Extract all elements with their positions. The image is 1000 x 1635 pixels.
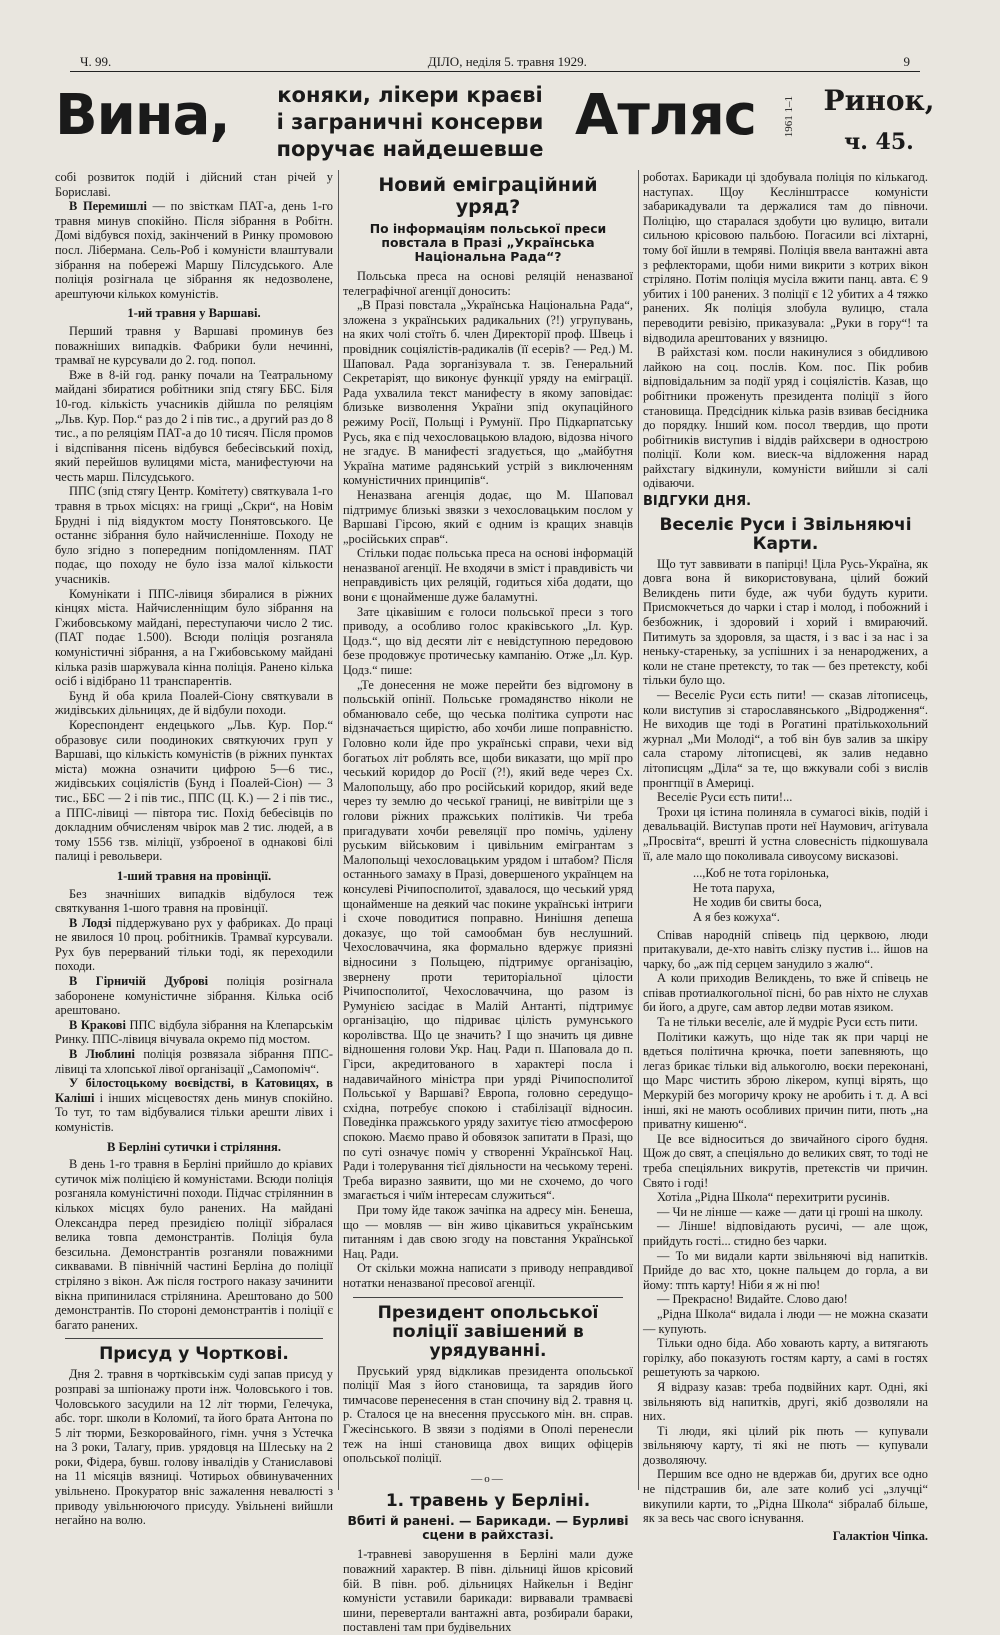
- article-paragraph: ППС (зпід стягу Центр. Комітету) святкувала 1-го травня в трьох місцях: на грищі „Скри“, на Новім Бруднi і під віядуктом мосту Понятовського. Це останнє зібрання було найчисленніше. Походу не було згідно з попередним попідомленням. ПАТ подає, що походу не було ізза малої кількости учасників.: [55, 484, 333, 587]
- article-title: Президент опольської поліції завішений в урядуванні.: [377, 1302, 599, 1361]
- subheading: В Берліні сутички і стріляння.: [107, 1139, 281, 1154]
- article-paragraph: „Рідна Школа“ видала і люди — не можна сказати — купують.: [643, 1306, 928, 1336]
- ad-address: [819, 84, 939, 155]
- poem-line: Не ходив би свиты боса,: [693, 895, 822, 910]
- article-paragraph: Пруський уряд відкликав президента опольської поліції Мая з його становища, та зарядив його тимчасове перенесення в стан спочину від 2. травня ц. р. Сталося це на внесення прусського мін. вн. справ. Гжесінського. В звязи з подіями в Ополі перенесли теж на інші становища двох вищих офіцерів опольської поліції.: [343, 1363, 633, 1466]
- article-paragraph: Польська преса на основі реляцій неназваної телеграфічної агенції доносить:: [343, 269, 633, 298]
- subheading: 1-ий травня у Варшаві.: [127, 306, 261, 321]
- article-paragraph: Я відразу казав: треба подвійних карт. Одні, які звільняють від напитків, другі, якіб дозволяли на них.: [643, 1379, 928, 1424]
- article-paragraph: Стільки подає польська преса на основі інформацій неназваної агенції. Не входячи в зміст і правдивість чи неправдивість цих реляцій, годиться хіба додати, що вони є щонайменше дуже баламутні.: [343, 546, 633, 605]
- article-paragraph: В райхстазі ком. посли накинулися з обидливою лайкою на соц. послів. Ком. пос. Пік робив відповідальним за події уряд і соціялістів. Казав, що робітники проженуть президента поліції з його становища. Предсідник кілька разів взивав бесідника до порядку. Інший ком. посол твердив, що проти робітників виступив і віддів райхсвери в однострою поліції. Коли ком. виеск-ча відложення нарад райхстагу відкинули, комуністи вийшли зі салі одіваючи.: [643, 345, 928, 491]
- article-paragraph: В день 1-го травня в Берліні прийшло до кріавих сутичок між поліцією й комуністами. Всюди поліція розганяла комуністичні походи. Підчас стріляннин в кількох місцях було ранених. На майдані Олександра перед президією поліції зібралася велика товпа демонстрантів. Поліція була безсильна. Демонстрантів розганяли поважними сиквавами. В північній частині Берліна до поліції стріляно з вікон. Аж після гострого наказу зачинити вікна припинилася стрілянина. Арештовано до 500 демонстрантів. По стороні демонстрантів і поліції є багато ранених.: [55, 1157, 333, 1332]
- article-title: Новий еміграційний уряд?: [378, 174, 598, 218]
- article-paragraph: [55, 1047, 333, 1076]
- ad-line: поручає найдешевше: [276, 137, 544, 161]
- article-paragraph: — Веселіє Руси єсть пити! — сказав літописець, коли виступив зі старославянського „Відродження“. Не виходив ще тоді в Рогатині пратількохольний журнал „Ми Молоді“, а тоб він був залив за шкіру сала старому літописцеві, як залив недавно літописцям „Діла“ за те, що вжкували собі з вислів пронгпції в Америці.: [643, 688, 928, 790]
- article-paragraph: [55, 1018, 333, 1047]
- poem-line: ...,Коб не тота горілонька,: [693, 866, 830, 881]
- paragraph-text: поліція розігнала заборонене комуністичне зібрання. Кілька осіб арештовано.: [55, 974, 333, 1018]
- article-paragraph: — Лінше! відповідають русичі, — але щож, прийдуть гості... стидно без чарки.: [643, 1219, 928, 1248]
- section-label: ВІДГУКИ ДНЯ.: [643, 494, 752, 510]
- paragraph-text: ППС відбула зібрання на Клепарськім Ринку. ППС-лівиця вічувала окремо під мостом.: [55, 1017, 333, 1047]
- poem-line: Не тота паруха,: [693, 880, 775, 895]
- column-middle: [343, 170, 633, 1635]
- article-paragraph: [55, 1076, 333, 1134]
- article-paragraph: Без значніших випадків відбулося теж святкування 1-шого травня на провінції.: [55, 886, 333, 916]
- article-paragraph: Що тут заввивати в папірці! Ціла Русь-Україна, як довга вона й використовувана, цілий божий Великдень пити буде, аж чуби будуть курити. Присмокчеться до чарки і стар і молод, і побожний і безбожник, і здоровий і хорий і вмираючий. Питимуть за здоровля, за щастя, і з вас і за нас і за неньку-стареньку, за успішних і за ненароджених, а коли не стане претексту, то так — без претексту, кобі тільки було що.: [643, 556, 928, 688]
- header-rule: [70, 71, 920, 72]
- article-paragraph: 1-травневі заворушення в Берліні мали дуже поважний характер. В півн. дільниці йшов крісовий бій. В півн. роб. дільницях Найкельн і Ведінг комуністи уставили барикади: вирвавали трамваєві шини, перевертали вантажні авта, розбирали бараки, поставлені там при будівельних: [343, 1547, 633, 1635]
- article-paragraph: Та не тільки веселіє, але й мудріє Руси єсть пити.: [657, 1015, 918, 1030]
- article-paragraph: собі розвиток подій і дійсний стан річей у Бориславі.: [55, 170, 333, 199]
- advertisement-banner: [55, 78, 940, 170]
- ad-phone: 1961 1–1: [783, 96, 795, 138]
- paragraph-text: поліція розвязала зібрання ППС-лівиці та хлопської лівої організації „Самопоміч“.: [55, 1047, 333, 1076]
- article-paragraph: — То ми видали карти звільняючі від напитків. Прийде до вас хто, цокне пальцем до горла, а ви йому: тпть карту! Ніби я ж ні пю!: [643, 1248, 928, 1292]
- article-paragraph: Комунікати і ППС-лівиця збиралися в ріжних кінцях міста. Найчисленніщим було зібрання на Гжибовському майдані, переступаючи число 2 тис. (ПАТ подає 1.500). Всюди поліція розганяла комуністичні зібрання, а на Гжибовському майдані кілька разів шаржувала кінна поліція. Ранено кілька осіб і відібрано 11 транспарентів.: [55, 586, 333, 689]
- ad-brand-wines: Вина,: [55, 83, 230, 148]
- article-paragraph: [55, 974, 333, 1018]
- article-paragraph: роботах. Барикади ці здобувала поліція по кількагод. наступах. Щоу Кеслінштрассе комуністи забарикадували та держалися там до півночи. Поліцію, що старалася здобути цю вулицю, витали сильною крісовою пальбою. Погасили всі ліхтарні, тому бої йшли в темряві. Поліція ввела вантажні авта з рефлекторами, щоби ними викрити з котрих вікон стріляно. Потім поліція мусіла вжити панц. авта. Є 9 убитих і 100 ранених. З поліції є 12 убитих а 4 тяжко ранених. Як поліція злобула вулицю, стала переводити ревізію, приказувала: „Руки в гору“! та відводила арештованих у вязницю.: [643, 170, 928, 345]
- article-paragraph: Перший травня у Варшаві проминув без поважніших випадків. Фабрики були нечинні, трамваї не курсували до 2. год. попол.: [55, 323, 333, 368]
- place-name: В Люблині: [69, 1047, 135, 1062]
- page-number: 9: [903, 54, 910, 69]
- poem-quote: [693, 866, 928, 924]
- article-paragraph: Тільки одно біда. Або ховають карту, а витягають горілку, або показують гостям карту, а самі в гостях решетують за чаркою.: [643, 1336, 928, 1380]
- column-left: [55, 170, 333, 1528]
- article-paragraph: Бунд й оба крила Поалей-Сіону святкували в жидівських дільницях, де й відбули походи.: [55, 688, 333, 718]
- article-paragraph: [55, 916, 333, 974]
- masthead-date: ДІЛО, неділя 5. травня 1929.: [427, 54, 587, 69]
- article-title: Веселіє Руси і Звільняючі Карти.: [659, 514, 912, 554]
- article-separator: [65, 1338, 323, 1339]
- article-paragraph: — Прекрасно! Видайте. Слово даю!: [657, 1292, 848, 1307]
- article-paragraph: Дня 2. травня в чортківськім суді запав присуд у розправі за шпіонажу проти інж. Чоловського і тов. Чоловського засудили на 12 літ тюрми, Гелечука, абс. торг. школи в Коломиї, та його брата Антона по 5 літ тюрми, Безкоровайного, гімн. учня з Устечка на 3 роки, Талагу, прив. урядовця на Шлеську на 2 роки, Фідера, бувш. голову інвалідів у Станиславові на 11 місяців вязниці. Чотирьох обвинуваченних увільнено. Прокуратор вніс зажалення невалюсті з приводу увільнюючого присуду. Увільнені вийшли негайно на волю.: [55, 1367, 333, 1528]
- article-quote: „Те донесення не може перейти без відгомону в польській опінії. Польське громадянство ніколи не обманювало себе, що чеська політика супроти нас відзначається щирістю, або хочби лише поправністю. Головно коли йде про українські справи, чехи від богатьох літ роблять все, щоби виказати, що мрії про чеський коридор до Росії (?!), який веде через Сх. Малопольщу, або про російський коридор, який веде через ту землю до чеської границі, не вивітріли ще з голови ріжних пражських політиків. Чи треба пригадувати хочби ревеляції про помічь, уділену руським військовим і цивільним емігрантам з Малопольщі чехословацьким урядом і штабом? Після останнього замаху в Празі, довершеного українцем на консулеві Річипосполитої, здавалося, що чеський уряд щонайменше на деякий час покине українські інтриги і схоче поводитися поправно. Нинішня депеша доказує, що той самообман був неслушний. Чехословаччина, яка формально вдержує приязні відносини з Польщею, підтримує організацію, звернену проти територіальної цілости Річипосполитої, Чехословаччина, що разом із Румунією засідає в Малій Антанті, підтримує організацію, що підриває цілість румунського королівства. Що це значить? І що значить ця дивне відношення голови Укр. Нац. Ради п. Шаповала до п. Гірси, акредитованого в характері посла і надавичайного міністра при уряді Річипосполитої Польської у Варшаві? Европа, головно середущо-східна, потребує спокою і стабілізації відносин. Поведінка пражського уряду захитує тією атмосферою спокою. Маємо право й обовязок запитати в Празі, що по суті означує поміч у створенні Української Нац. Ради і толерування тієї діяльности на чеському терені. Треба виразно заявити, що ми не схочемо, до чого змагається і чиїм інтересам служиться“.: [343, 677, 633, 1203]
- article-paragraph: От скільки можна написати з приводу неправдивої нотатки неназваної пресової агенції.: [343, 1261, 633, 1290]
- place-name: У білостоцькому воєвідстві, в Катовицях, в Каліші: [55, 1076, 333, 1105]
- article-paragraph: [55, 199, 333, 301]
- issue-number: Ч. 99.: [80, 54, 112, 69]
- ad-line: і заграничні консерви: [276, 110, 544, 134]
- article-quote: „В Празі повстала „Українська Національна Рада“, зложена з українських радикальних (?!) угрупувань, на яких чолі стоїть б. член Директорії проф. Швець і провідник соціялістів-радикалів (її есерів? — Ред.) М. Шаповал. Рада зорганізувала т. зв. Генеральний Секретаріят, що виконує функції уряду на еміграції. Рада ухвалила текст манифесту в якому заповідає: близьке визволення України зпід окупаційного режиму Росії, Польщі і Румунії. Про Підкарпатську Русь, яка є під чехословацькою владою, відозва нічого не згадує. В манифесті згадується, що „майбутня Україна матиме радянський устрій з виключенням комуністичних принципів“.: [343, 298, 633, 488]
- author-signature: Галактіон Чіпка.: [832, 1528, 928, 1543]
- article-paragraph: Веселіє Руси єсть пити!...: [657, 790, 793, 805]
- column-rule: [338, 170, 339, 1490]
- article-paragraph: Вже в 8-ій год. ранку почали на Театральному майдані збиратися робітники зпід стягу ББС. Біля 10-год. кількість учасників дійшла по реляціям „Льв. Кур. Пор.“ раз до 2 і пів тис., а другий раз до 8 тис., а по реляціям ПАТ-а до 10 тисяч. Після промов і відспівання пісень відбувся бебесівський похід, який перейшов вулицями міста, манифестуючи на честь марш. Пілсудського.: [55, 367, 333, 484]
- article-paragraph: Це все відноситься до звичайного сірого будня. Щож до свят, а спеціяльно до великих свят, то тоді не треба спеціяльних викрутів, претекстів чи причин. Свято і годі!: [643, 1131, 928, 1190]
- running-header: [80, 54, 910, 70]
- column-right: [643, 170, 928, 1543]
- place-name: В Гірничій Дуброві: [69, 974, 209, 989]
- article-paragraph: Неназвана агенція додає, що М. Шаповал підтримує близькі звязки з чехословацьким послом у Варшаві Гірсою, який є одним із кращих знавців „російських справ“.: [343, 487, 633, 546]
- paragraph-text: і інших місцевостях день минув спокійно. То тут, то там відбувалися тільки арешти лівих і комуністів.: [55, 1090, 333, 1134]
- ornament-divider: —о—: [471, 1472, 505, 1485]
- paragraph-text: — по звісткам ПАТ-а, день 1-го травня минув спокійно. Після зібрання в Робітн. Домі відбувся похід, закінчений в Ринку промовою посл. Лібермана. Сель-Роб і комуністи влаштували зібрання на побережі Маршу Пілсудського. Але поліція розігнала це зібрання як недозволене, арештуючи кількох комуністів.: [55, 199, 333, 301]
- article-deck: По інформаціям польської преси повстала в Празі „Українська Національна Рада“?: [369, 221, 607, 264]
- ad-line: коняки, лікери краєві: [277, 83, 543, 107]
- article-paragraph: Зате цікавішим є голоси польської преси з того приводу, а особливо голос краківського „Іл. Кур. Цодз.“, що від десяти літ є невідступною передовою безе продовжує протичеську кампанію. Отже „Іл. Кур. Цодз.“ пише:: [343, 604, 633, 678]
- article-paragraph: А коли приходив Великдень, то вже й співець не співав протиалкогольної пісні, бо рав ніхто не слухав би його, а друге, сам автор ледви мотав язиком.: [643, 971, 928, 1015]
- article-paragraph: При тому йде також зачіпка на адресу мін. Бенеша, що — мовляв — він живо цікавиться українським питанням і дав свою згоду на повстання Української Нац. Ради.: [343, 1203, 633, 1261]
- ad-address-number: ч. 45.: [844, 129, 914, 155]
- article-paragraph: Політики кажуть, що ніде так як при чарці не вдеться політична крючка, поети запевняють, що легаз брикає тільки від алькоголю, воєки переконані, що Марс чистить зброю лікером, купці вірять, що Меркурій без могоричу кроку не аробить і т. д. А всі інші, які не мають особливих причин пити, пють „на приватну кишеню“.: [643, 1029, 928, 1132]
- ad-address-street: Ринок,: [823, 84, 935, 117]
- article-paragraph: Ті люди, які цілий рік пють — купували звільняючу карту, ті які не пють — купували дозволяючу.: [643, 1423, 928, 1467]
- article-title: 1. травень у Берліні.: [385, 1491, 591, 1512]
- article-paragraph: Співав народній співець під церквою, люди притакували, де-хто навіть слізку пустив і... йшов на чарку, бо „аж під серцем занудило з жалю“.: [643, 927, 928, 971]
- ad-slogan: [255, 82, 565, 163]
- article-paragraph: Першим все одно не вдержав би, других все одно не підстрашив би, але зате колиб усі „злучці“ викупили карти, то „Рідна Школа“ зібралаб більше, як за весь час свого існування.: [643, 1467, 928, 1526]
- article-paragraph: Трохи ця істина полиняла в сумагосі віків, подій і девальвацій. Виступав проти неї Наумович, агітувала „Просвіта“, врешті й устна словесність підкошувала її, але мало що поколивала сивоусому висказові.: [643, 804, 928, 863]
- article-title: Присуд у Чорткові.: [99, 1344, 289, 1365]
- place-name: В Лодзі: [69, 915, 112, 930]
- subheading: 1-ший травня на провінції.: [116, 868, 272, 883]
- place-name: В Перемишлі: [69, 199, 147, 214]
- place-name: В Кракові: [69, 1017, 126, 1032]
- column-rule: [638, 170, 639, 1490]
- ad-brand-atlas: Атляс: [575, 83, 756, 148]
- article-paragraph: Хотіла „Рідна Школа“ перехитрити русинів.: [657, 1190, 890, 1205]
- paragraph-text: піддержувано рух у фабриках. До праці не явилося 10 проц. робітників. Трамваї курсували. Рух був перерваний тільки тоді, як переходили походи.: [55, 915, 333, 974]
- article-deck: Вбиті й ранені. — Барикади. — Бурливі сцени в райхстазі.: [347, 1513, 629, 1543]
- article-separator: [353, 1297, 623, 1298]
- article-paragraph: — Чи не лінше — каже — дати ці гроші на школу.: [657, 1204, 923, 1219]
- article-paragraph: Кореспондент ендецького „Льв. Кур. Пор.“ образовує сили поодиноких святкуючих груп у Варшаві, що кількість комуністів (в ріжних пунктах міста) можна означити цифрою 5—6 тис., жидівських соціялістів (Бунд і Поалей-Сіон) — 3 тис., ББС — 2 і пів тис., ППС (Ц. К.) — 2 і пів тис., а ППС-лівиці — півтора тис. Похід бебесівців по докладним обчисленям чвірок мав 2 тис. людей, а в тому 1556 тзв. міліції, узброеної в однакові білі палиці і револьвери.: [55, 717, 333, 864]
- poem-line: А я без кожуха“.: [693, 909, 780, 924]
